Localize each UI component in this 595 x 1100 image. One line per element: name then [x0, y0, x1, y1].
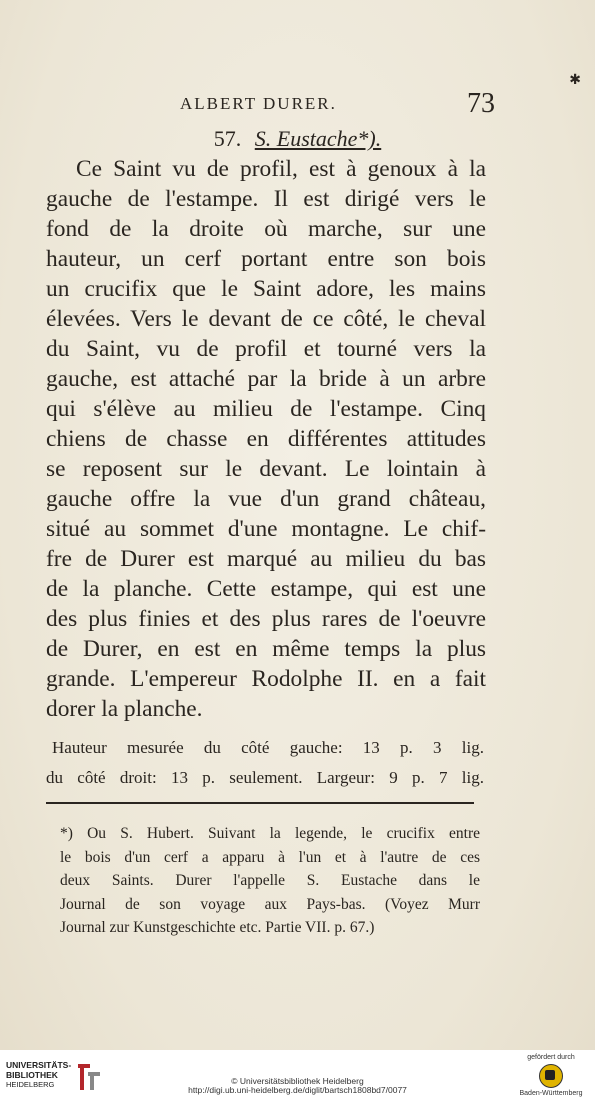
copyright-text: © Universitätsbibliothek Heidelberg	[231, 1076, 364, 1086]
body-line: fre de Durer est marqué au milieu du bas	[46, 546, 486, 572]
body-line: grande. L'empereur Rodolphe II. en a fait	[46, 666, 486, 692]
body-line: un crucifix que le Saint adore, les mains	[46, 276, 486, 302]
body-line: gauche de l'estampe. Il est dirigé vers le	[46, 186, 486, 212]
body-line: situé au sommet d'une montagne. Le chif-	[46, 516, 486, 542]
body-line: dorer la planche.	[46, 696, 203, 722]
library-name-line: BIBLIOTHEK	[6, 1070, 58, 1080]
footnote-line: Journal de son voyage aux Pays-bas. (Voyez Murr	[60, 895, 480, 913]
sponsor-region: Baden-Württemberg	[519, 1090, 583, 1097]
body-line: gauche, est attaché par la bride à un arbre	[46, 366, 486, 392]
entry-number: 57.	[213, 126, 242, 151]
entry-name: S. Eustache*).	[254, 126, 382, 151]
page-header	[160, 88, 495, 120]
footnote-line: *) Ou S. Hubert. Suivant la legende, le crucifix entre	[60, 825, 480, 842]
library-name-line: UNIVERSITÄTS-	[6, 1060, 72, 1070]
body-line: chiens de chasse en différentes attitudes	[46, 426, 486, 452]
dimensions-line: Hauteur mesurée du côté gauche: 13 p. 3 lig.	[52, 738, 484, 757]
body-line: qui s'élève au milieu de l'estampe. Cinq	[46, 396, 486, 422]
body-line: des plus finies et des plus rares de l'oeuvre	[46, 606, 486, 632]
page-number: 73	[467, 88, 495, 119]
copyright-notice	[0, 1077, 595, 1095]
footnote-rule	[46, 802, 474, 804]
funded-by-label: gefördert durch	[527, 1054, 575, 1061]
footnote-line: le bois d'un cerf a apparu à l'un et à l'autre de ces	[60, 848, 480, 866]
body-line: hauteur, un cerf portant entre son bois	[46, 246, 486, 272]
library-name-line: HEIDELBERG	[6, 1080, 55, 1089]
body-line: de la planche. Cette estampe, qui est une	[46, 576, 486, 602]
footnote	[60, 822, 480, 940]
body-line: élevées. Vers le devant de ce côté, le cheval	[46, 306, 486, 332]
body-line: du Saint, vu de profil et tourné vers la	[46, 336, 486, 362]
body-text	[46, 154, 486, 724]
corner-mark: ✱	[569, 72, 581, 88]
footnote-line: deux Saints. Durer l'appelle S. Eustache dans le	[60, 872, 480, 889]
body-line: fond de la droite où marche, sur une	[46, 216, 486, 242]
entry-title	[0, 126, 595, 152]
footnote-line: Journal zur Kunstgeschichte etc. Partie VII. p. 67.)	[60, 919, 375, 936]
body-line: gauche offre la vue d'un grand château,	[46, 486, 486, 512]
dimensions-note	[46, 733, 484, 793]
body-line: se reposent sur le devant. Le lointain à	[46, 456, 486, 482]
state-crest-icon	[539, 1064, 563, 1088]
body-line: Ce Saint vu de profil, est à genoux à la	[76, 156, 486, 182]
running-head: ALBERT DURER.	[180, 94, 337, 113]
digitization-footer	[0, 1050, 595, 1100]
sponsor-logo[interactable]	[511, 1050, 591, 1100]
permalink[interactable]: http://digi.ub.uni-heidelberg.de/diglit/bartsch1808bd7/0077	[188, 1085, 407, 1095]
body-line: de Durer, en est en même temps la plus	[46, 636, 486, 662]
dimensions-line: du côté droit: 13 p. seulement. Largeur: 9 p. 7 lig.	[46, 768, 484, 787]
